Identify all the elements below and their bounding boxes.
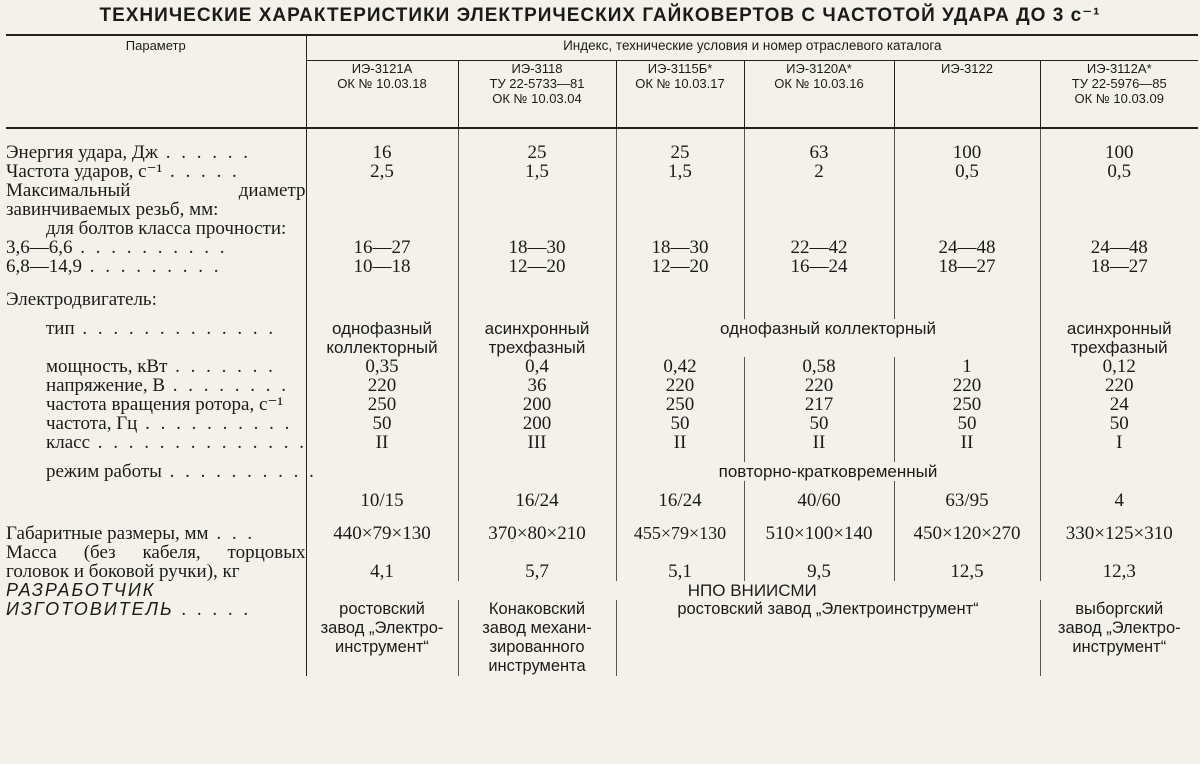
cell: 510×100×140: [744, 524, 894, 543]
cell-line: асинхронный: [484, 319, 590, 338]
cell: 50: [616, 414, 744, 433]
cell-line: инструмент“: [1072, 638, 1167, 656]
cell: 18—27: [1040, 257, 1198, 276]
cell: [306, 319, 458, 357]
cell: III: [458, 433, 616, 452]
cell-line: ОК № 10.03.16: [774, 76, 864, 91]
cell: I: [1040, 433, 1198, 452]
cell: 16—27: [306, 238, 458, 257]
header-row: [6, 35, 1198, 61]
cell: 220: [744, 376, 894, 395]
cell-line: однофазный: [332, 319, 432, 338]
cell: 2: [744, 162, 894, 181]
model-header: [306, 61, 458, 129]
cell: 100: [894, 143, 1040, 162]
row-label: РАЗРАБОТЧИК: [6, 580, 156, 600]
cell: 220: [616, 376, 744, 395]
cell-line: Конаковский: [488, 600, 586, 618]
cell-line: ТУ 22-5733—81: [489, 76, 585, 91]
row-label: Частота ударов, с⁻¹ . . . . .: [6, 161, 240, 182]
cell-line: ОК № 10.03.18: [337, 76, 427, 91]
cell: 25: [616, 143, 744, 162]
cell-line: инструмент“: [335, 638, 429, 656]
cell: 220: [306, 376, 458, 395]
cell: II: [616, 433, 744, 452]
row-class: [6, 433, 1198, 452]
row-class-1: [6, 238, 1198, 257]
row-motor: [6, 290, 1198, 309]
cell: 370×80×210: [458, 524, 616, 543]
row-hz: [6, 414, 1198, 433]
cell: 10—18: [306, 257, 458, 276]
cell: 50: [306, 414, 458, 433]
row-label: Энергия удара, Дж . . . . . .: [6, 142, 252, 163]
cell: 0,5: [894, 162, 1040, 181]
cell: [458, 319, 616, 357]
cell: [1040, 319, 1198, 357]
cell: [306, 600, 458, 676]
row-maxdiam: [6, 181, 1198, 219]
row-freq: [6, 162, 1198, 181]
specs-table: [6, 34, 1198, 676]
cell: 330×125×310: [1040, 524, 1198, 543]
cell: [1040, 600, 1198, 676]
row-mode-values: [6, 491, 1198, 510]
cell-line: ИЭ-3112А*: [1086, 61, 1152, 76]
row-power: [6, 357, 1198, 376]
cell: 18—30: [458, 238, 616, 257]
cell: 200: [458, 395, 616, 414]
cell: НПО ВНИИСМИ: [306, 581, 1198, 600]
cell: 4,1: [306, 543, 458, 581]
cell: 455×79×130: [616, 524, 744, 543]
cell: 200: [458, 414, 616, 433]
cell: 5,7: [458, 543, 616, 581]
cell: 24—48: [894, 238, 1040, 257]
cell: 12,5: [894, 543, 1040, 581]
cell-line: трехфазный: [1070, 338, 1168, 357]
cell-line: ОК № 10.03.09: [1074, 91, 1164, 106]
row-label: Максимальный диаметр завинчиваемых резьб, мм:: [6, 180, 306, 220]
row-label: напряжение, В . . . . . . . .: [46, 375, 290, 396]
cell: 1,5: [616, 162, 744, 181]
cell-line: ИЭ-3121А: [351, 61, 413, 76]
row-class-2: [6, 257, 1198, 276]
cell: 0,35: [306, 357, 458, 376]
cell: 0,12: [1040, 357, 1198, 376]
cell: 220: [1040, 376, 1198, 395]
cell-line: ИЭ-3122: [941, 61, 993, 76]
cell: 5,1: [616, 543, 744, 581]
row-mode: [6, 462, 1198, 481]
cell: [616, 600, 1040, 676]
row-type: [6, 319, 1198, 357]
row-bolts: [6, 219, 1198, 238]
cell: 220: [894, 376, 1040, 395]
cell: 12,3: [1040, 543, 1198, 581]
row-label: для болтов класса прочности:: [46, 218, 287, 239]
cell-line: завод „Электро-: [320, 619, 444, 637]
cell: 18—27: [894, 257, 1040, 276]
cell-line: ИЭ-3118: [511, 61, 563, 76]
cell-line: трехфазный: [488, 338, 586, 357]
cell: 50: [744, 414, 894, 433]
model-header: [458, 61, 616, 129]
cell: 12—20: [616, 257, 744, 276]
row-label: мощность, кВт . . . . . . .: [46, 356, 276, 377]
row-rotor: [6, 395, 1198, 414]
cell-line: ТУ 22-5976—85: [1071, 76, 1167, 91]
cell: 50: [1040, 414, 1198, 433]
row-mass: [6, 543, 1198, 581]
cell-line: инструмента: [488, 657, 586, 675]
cell: однофазный коллекторный: [616, 319, 1040, 357]
cell: 25: [458, 143, 616, 162]
group-header: Индекс, технические условия и номер отраслевого каталога: [306, 35, 1198, 61]
row-label: Габаритные размеры, мм . . .: [6, 523, 256, 544]
cell: 18—30: [616, 238, 744, 257]
cell: 2,5: [306, 162, 458, 181]
row-label: Электродвигатель:: [6, 289, 157, 310]
cell: 36: [458, 376, 616, 395]
row-maker: [6, 600, 1198, 676]
row-energy: [6, 143, 1198, 162]
cell: 1: [894, 357, 1040, 376]
cell: 0,58: [744, 357, 894, 376]
cell: 24: [1040, 395, 1198, 414]
cell-line: ИЭ-3120А*: [786, 61, 852, 76]
cell: 0,5: [1040, 162, 1198, 181]
row-label: 3,6—6,6 . . . . . . . . . .: [6, 237, 228, 258]
cell: 16—24: [744, 257, 894, 276]
cell: 10/15: [306, 491, 458, 510]
cell: 50: [894, 414, 1040, 433]
cell: 450×120×270: [894, 524, 1040, 543]
cell: 250: [894, 395, 1040, 414]
cell: 0,42: [616, 357, 744, 376]
cell: 250: [306, 395, 458, 414]
cell: II: [894, 433, 1040, 452]
row-dims: [6, 524, 1198, 543]
row-label: класс . . . . . . . . . . . . . .: [46, 432, 308, 453]
cell: повторно-кратковременный: [616, 462, 1040, 481]
page-title: ТЕХНИЧЕСКИЕ ХАРАКТЕРИСТИКИ ЭЛЕКТРИЧЕСКИХ ГАЙКОВЕРТОВ С ЧАСТОТОЙ УДАРА ДО 3 с⁻¹: [99, 5, 1101, 26]
cell: II: [744, 433, 894, 452]
cell: 0,4: [458, 357, 616, 376]
cell: II: [306, 433, 458, 452]
cell-line: ИЭ-3115Б*: [647, 61, 713, 76]
cell: 9,5: [744, 543, 894, 581]
row-label: тип . . . . . . . . . . . . .: [46, 318, 277, 339]
cell: 63/95: [894, 491, 1040, 510]
cell: 250: [616, 395, 744, 414]
cell: [458, 600, 616, 676]
cell-line: коллекторный: [326, 338, 438, 357]
cell: 22—42: [744, 238, 894, 257]
cell-line: зированного: [489, 638, 585, 656]
cell: 1,5: [458, 162, 616, 181]
row-label: ИЗГОТОВИТЕЛЬ . . . . .: [6, 599, 252, 620]
row-label: частота, Гц . . . . . . . . . .: [46, 413, 293, 434]
model-header: [894, 61, 1040, 129]
model-header: [1040, 61, 1198, 129]
cell-line: завод механи-: [482, 619, 592, 637]
cell-line: ОК № 10.03.17: [635, 76, 725, 91]
row-label: частота вращения ротора, с⁻¹: [46, 394, 284, 415]
cell: 12—20: [458, 257, 616, 276]
cell: 4: [1040, 491, 1198, 510]
row-developer: [6, 581, 1198, 600]
cell: 217: [744, 395, 894, 414]
row-label: 6,8—14,9 . . . . . . . . .: [6, 256, 222, 277]
param-header: Параметр: [6, 35, 306, 128]
cell: 40/60: [744, 491, 894, 510]
cell-line: ростовский: [339, 600, 425, 618]
cell: 16/24: [616, 491, 744, 510]
cell-line: ОК № 10.03.04: [492, 91, 582, 106]
cell-line: выборгский: [1075, 600, 1164, 618]
row-voltage: [6, 376, 1198, 395]
cell: 16: [306, 143, 458, 162]
cell: 440×79×130: [306, 524, 458, 543]
cell-line: завод „Электро-: [1057, 619, 1181, 637]
row-label: Масса (без кабеля, торцовых головок и боковой ручки), кг: [6, 542, 306, 582]
row-label: режим работы . . . . . . . . . .: [46, 461, 317, 482]
cell: 16/24: [458, 491, 616, 510]
cell: 63: [744, 143, 894, 162]
cell: 100: [1040, 143, 1198, 162]
cell: 24—48: [1040, 238, 1198, 257]
cell-line: асинхронный: [1066, 319, 1172, 338]
cell-line: ростовский завод „Электроинструмент“: [677, 600, 979, 618]
model-header: [744, 61, 894, 129]
model-header: [616, 61, 744, 129]
